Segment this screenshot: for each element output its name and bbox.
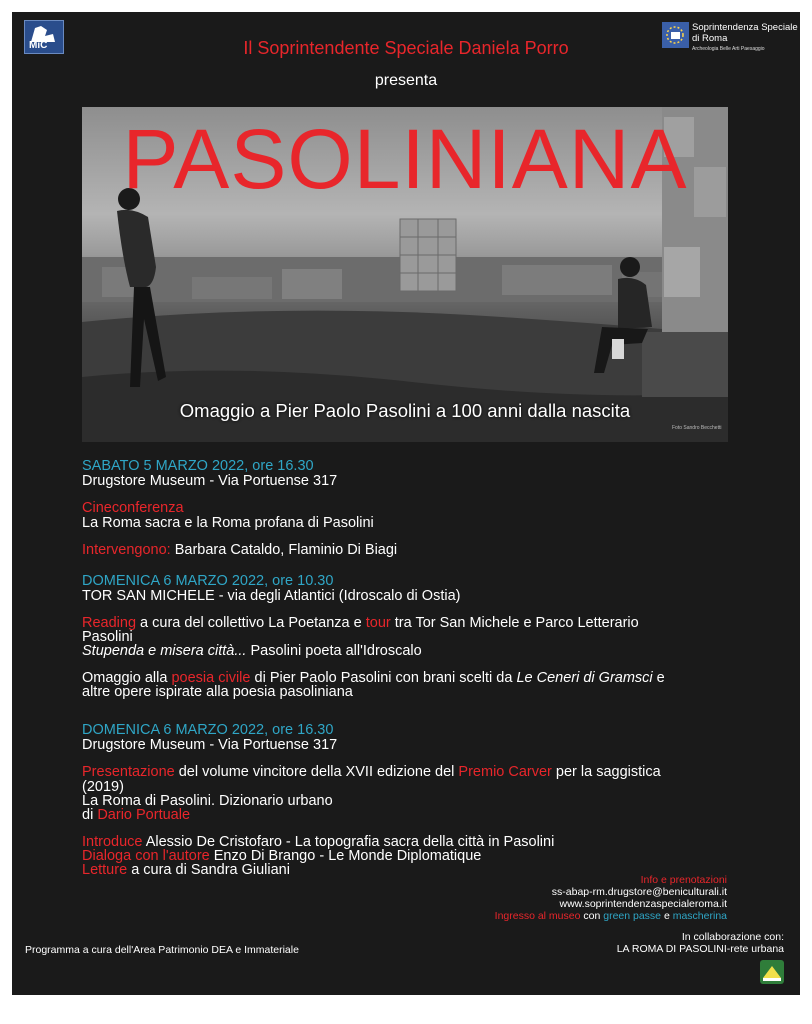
roma-di-pasolini-logo-icon bbox=[760, 960, 784, 984]
hero-title: PASOLINIANA bbox=[122, 112, 688, 206]
author-name: Dario Portuale bbox=[97, 807, 191, 823]
event2-italic-line: Stupenda e misera città... Pasolini poeta all'Idroscalo bbox=[82, 643, 422, 659]
footer-collab-name: LA ROMA DI PASOLINI-rete urbana bbox=[616, 943, 784, 955]
reading-label: Reading bbox=[82, 615, 137, 631]
photo-credit: Foto Sandro Becchetti bbox=[672, 425, 722, 431]
header-title: Il Soprintendente Speciale Daniela Porro bbox=[243, 38, 569, 58]
soprintendenza-name: Soprintendenza Speciale di Roma bbox=[692, 22, 798, 44]
event3-book: La Roma di Pasolini. Dizionario urbano bbox=[82, 793, 333, 809]
soprintendenza-subtitle: Archeologia Belle Arti Paesaggio bbox=[692, 46, 765, 52]
event2-reading-cont: Pasolini bbox=[82, 629, 133, 645]
mic-label: MiC bbox=[29, 40, 48, 51]
event1-date: SABATO 5 MARZO 2022, ore 16.30 bbox=[82, 458, 314, 474]
event3-date: DOMENICA 6 MARZO 2022, ore 16.30 bbox=[82, 722, 334, 738]
info-label: Info e prenotazioni bbox=[640, 874, 727, 886]
poster bbox=[12, 12, 800, 995]
footer-collab-label: In collaborazione con: bbox=[681, 931, 784, 943]
event1-speakers-label: Intervengono: bbox=[82, 542, 171, 558]
event3-pres-line: Presentazione del volume vincitore della XVII edizione del Premio Carver per la saggistica bbox=[82, 764, 661, 780]
info-entry-line: Ingresso al museo con green passe e mascherina bbox=[494, 910, 727, 922]
event3-introduce-line: Introduce Alessio De Cristofaro - La topografia sacra della città in Pasolini bbox=[82, 834, 555, 850]
event1-type: Cineconferenza bbox=[82, 500, 184, 516]
hero-caption: Omaggio a Pier Paolo Pasolini a 100 anni dalla nascita bbox=[179, 400, 631, 421]
event2-reading-line: Reading a cura del collettivo La Poetanza e tour tra Tor San Michele e Parco Letterario bbox=[82, 615, 639, 631]
info-website: www.soprintendenzaspecialeroma.it bbox=[559, 898, 727, 910]
hero-photo bbox=[82, 107, 728, 442]
event3-author-line: di Dario Portuale bbox=[82, 807, 191, 823]
event3-dialoga-line: Dialoga con l'autore Enzo Di Brango - Le Monde Diplomatique bbox=[82, 848, 482, 864]
tour-label: tour bbox=[365, 615, 391, 631]
header-subtitle: presenta bbox=[374, 72, 438, 89]
event1-speakers: Barbara Cataldo, Flaminio Di Biagi bbox=[174, 542, 398, 558]
presentazione-label: Presentazione bbox=[82, 764, 175, 780]
premio-carver: Premio Carver bbox=[458, 764, 552, 780]
event3-venue: Drugstore Museum - Via Portuense 317 bbox=[82, 737, 338, 753]
footer-programma: Programma a cura dell'Area Patrimonio DEA e Immateriale bbox=[25, 944, 299, 956]
event3-year: (2019) bbox=[82, 779, 124, 795]
info-email: ss-abap-rm.drugstore@beniculturali.it bbox=[551, 886, 727, 898]
event2-homage-line: Omaggio alla poesia civile di Pier Paolo Pasolini con brani scelti da Le Ceneri di Gramsci e bbox=[82, 670, 665, 686]
poesia-civile: poesia civile bbox=[171, 670, 251, 686]
event1-venue: Drugstore Museum - Via Portuense 317 bbox=[82, 473, 338, 489]
event2-homage-line2: altre opere ispirate alla poesia pasoliniana bbox=[82, 684, 353, 700]
event1-title: La Roma sacra e la Roma profana di Pasolini bbox=[82, 515, 374, 531]
event2-venue: TOR SAN MICHELE - via degli Atlantici (Idroscalo di Ostia) bbox=[82, 588, 461, 604]
event1-speakers-line bbox=[82, 543, 397, 558]
event3-letture-line: Letture a cura di Sandra Giuliani bbox=[82, 862, 290, 878]
event2-date: DOMENICA 6 MARZO 2022, ore 10.30 bbox=[82, 573, 334, 589]
